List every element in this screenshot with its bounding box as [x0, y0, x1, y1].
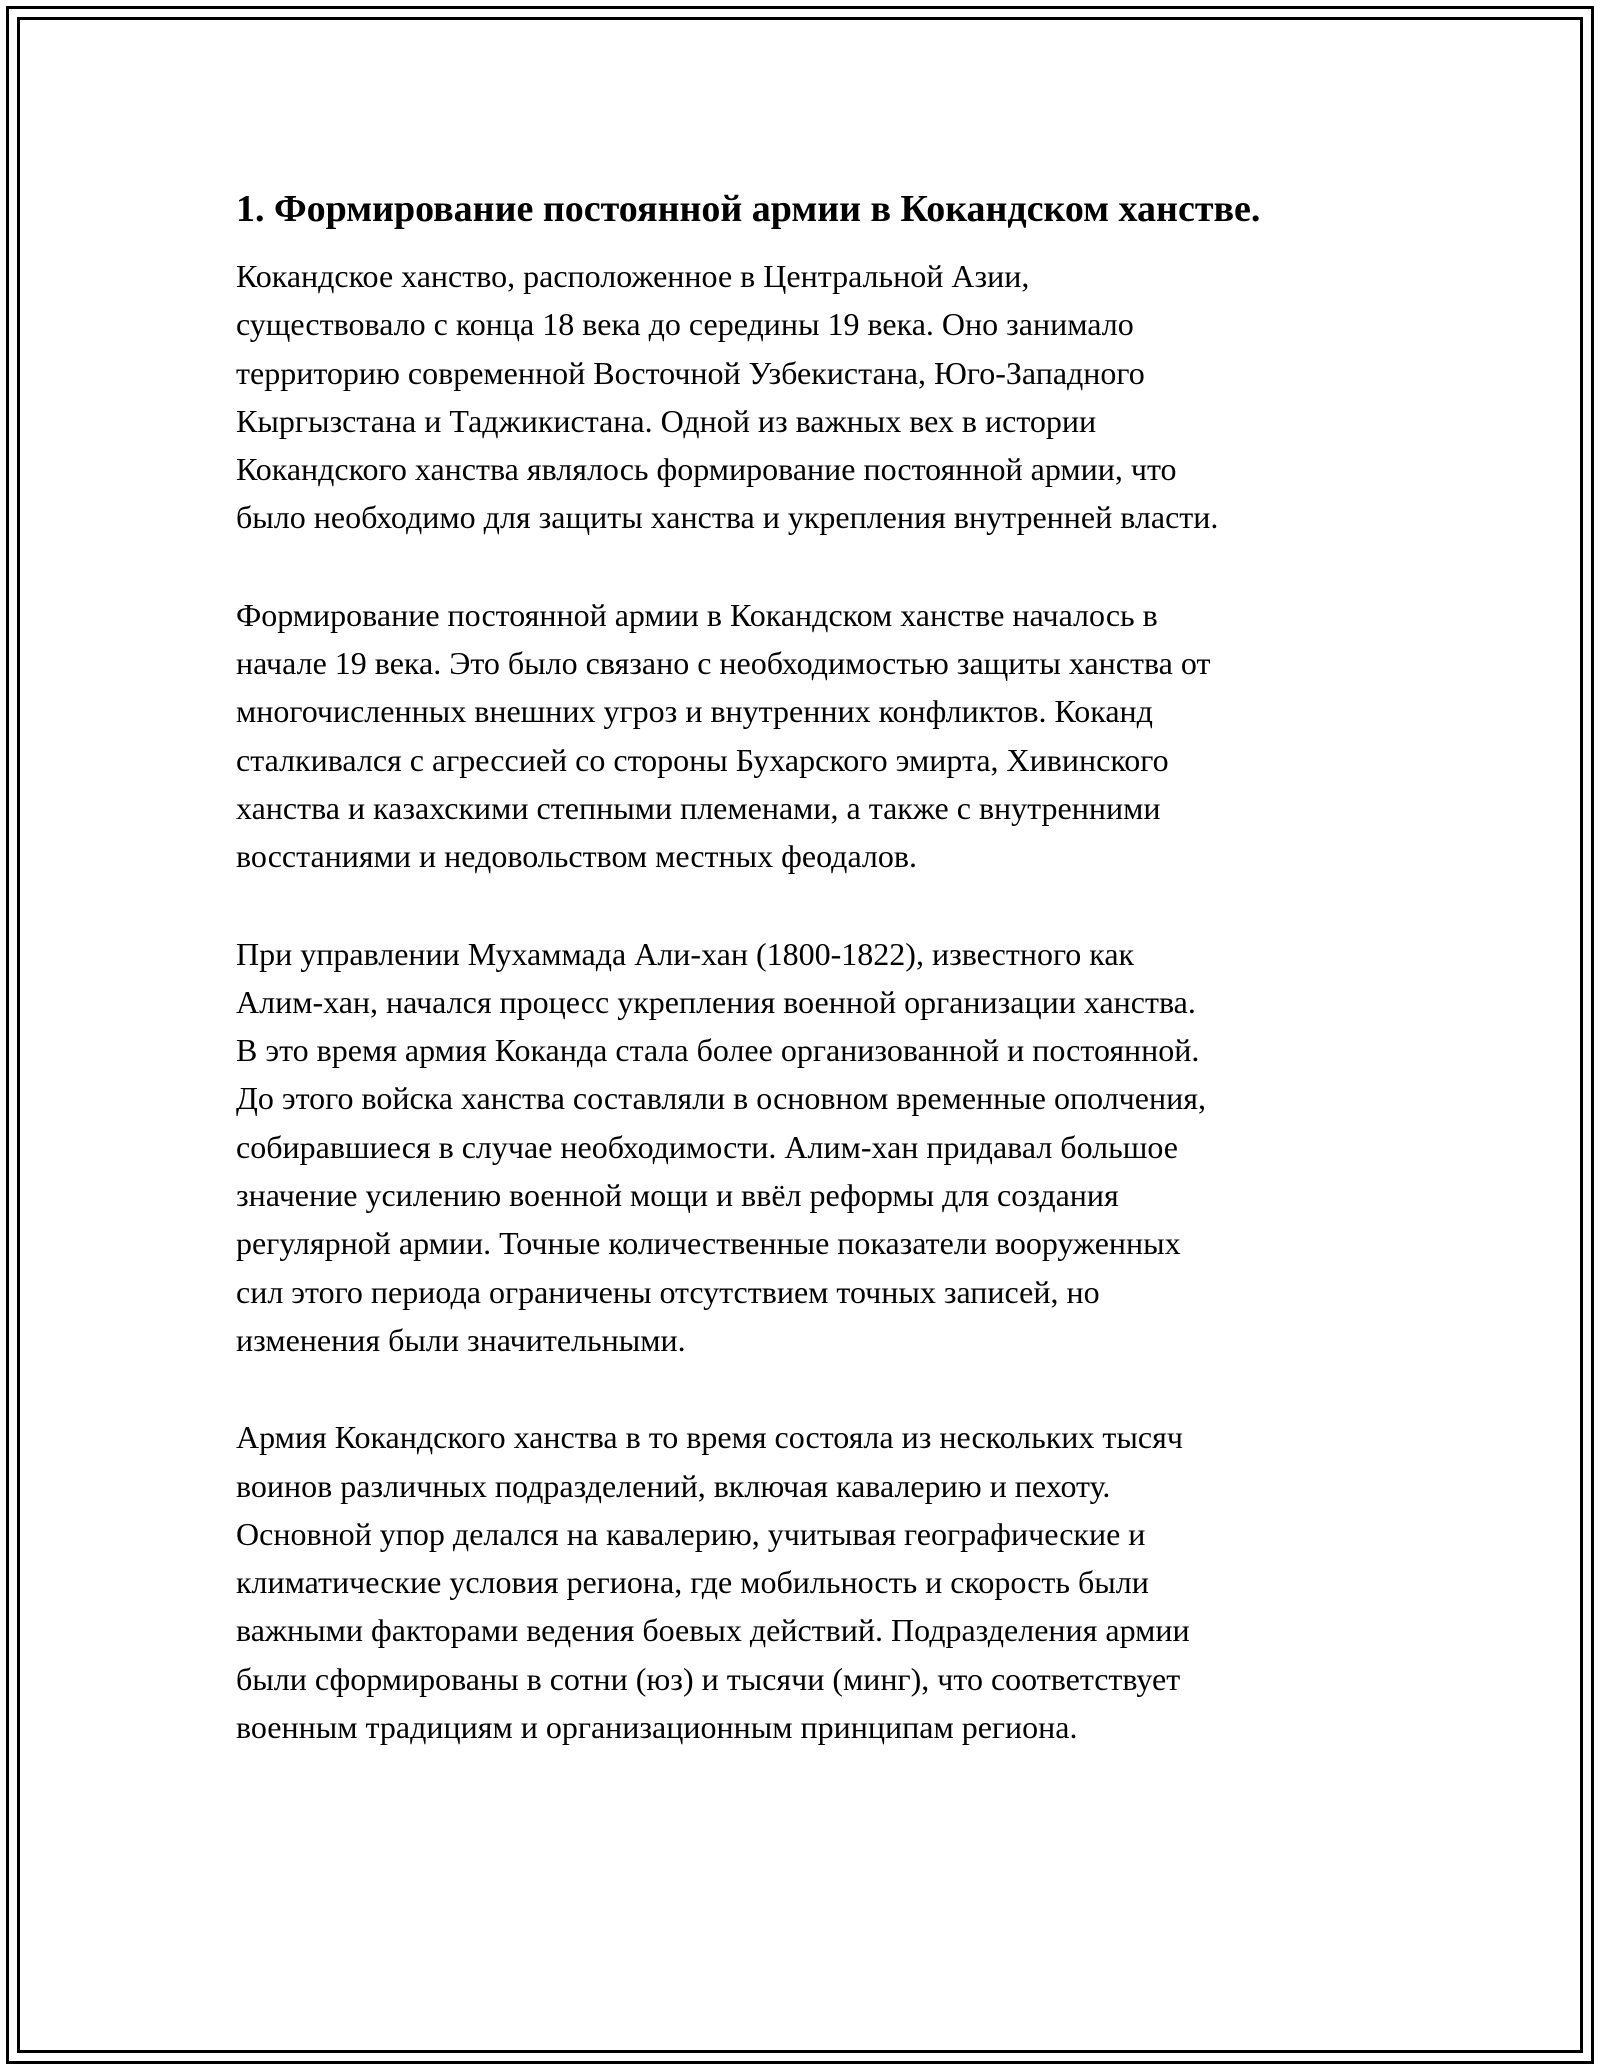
document-body	[236, 185, 1396, 1800]
section-heading: 1. Формирование постоянной армии в Кокандском ханстве.	[236, 188, 1261, 230]
paragraph-army-structure: Армия Кокандского ханства в то время состояла из нескольких тысяч воинов различных подразделений, включая кавалерию и пехоту. Основной упор делался на кавалерию, учитывая географические и климатические условия региона, где мобильность и скорость были важными факторами ведения боевых действий. Подразделения армии были сформированы в сотни (юз) и тысячи (минг), что соответствует военным традициям и организационным принципам региона.	[236, 1419, 1190, 1746]
paragraph-alim-khan: При управлении Мухаммада Али-хан (1800-1822), известного как Алим-хан, начался процесс укрепления военной организации ханства. В это время армия Коканда стала более организованной и постоянной. До этого войска ханства составляли в основном временные ополчения, собиравшиеся в случае необходимости. Алим-хан придавал большое значение усилению военной мощи и ввёл реформы для создания регулярной армии. Точные количественные показатели вооруженных сил этого периода ограничены отсутствием точных записей, но изменения были значительными.	[236, 935, 1206, 1358]
paragraph-formation: Формирование постоянной армии в Кокандском ханстве началось в начале 19 века. Это было связано с необходимостью защиты ханства от многочисленных внешних угроз и внутренних конфликтов. Коканд сталкивался с агрессией со стороны Бухарского эмирта, Хивинского ханства и казахскими степными племенами, а также с внутренними восстаниями и недовольством местных феодалов.	[236, 596, 1211, 875]
paragraph-intro: Кокандское ханство, расположенное в Центральной Азии, существовало с конца 18 века до середины 19 века. Оно занимало территорию современной Восточной Узбекистана, Юго-Западного Кыргызстана и Таджикистана. Одной из важных вех в истории Кокандского ханства являлось формирование постоянной армии, что было необходимо для защиты ханства и укрепления внутренней власти.	[236, 258, 1219, 536]
